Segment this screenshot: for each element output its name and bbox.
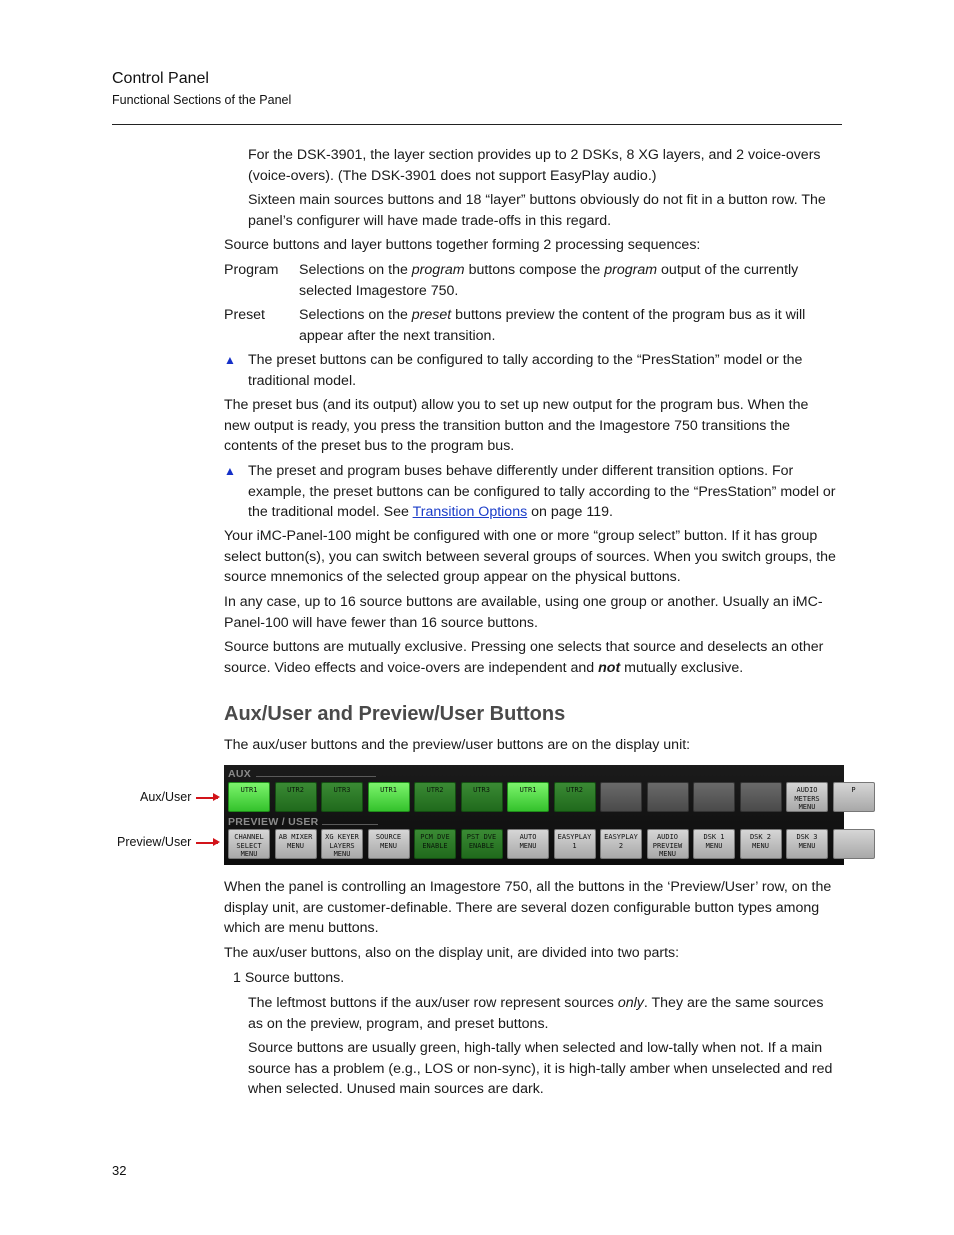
transition-options-link[interactable]: Transition Options (412, 504, 528, 520)
preview-user-button[interactable]: CHANNEL SELECT MENU (228, 829, 270, 859)
display-unit-panel (224, 765, 856, 865)
callout-preview-arrow (196, 842, 218, 844)
paragraph: Source buttons are usually green, high-tally when selected and low-tally when not. If a main source has a problem (e.g., LOS or non-sync), it is high-tally amber when unselected and red when selected. Unused main sources are dark. (248, 1040, 833, 1097)
callout-preview-user: Preview/User (117, 835, 192, 849)
aux-row-rule (256, 776, 376, 777)
aux-user-button[interactable]: UTR2 (554, 782, 596, 812)
note: The preset buttons can be configured to tally according to the “PresStation” model or the traditional model. (248, 352, 803, 389)
aux-user-button[interactable]: UTR3 (461, 782, 503, 812)
aux-user-button[interactable]: UTR1 (228, 782, 270, 812)
preview-user-button[interactable]: AUTO MENU (507, 829, 549, 859)
header-rule (112, 124, 842, 125)
callout-aux-arrow (196, 797, 218, 799)
aux-user-button[interactable]: P (833, 782, 875, 812)
preview-user-button[interactable]: XG KEYER LAYERS MENU (321, 829, 363, 859)
aux-user-button[interactable]: AUDIO METERS MENU (786, 782, 828, 812)
aux-user-button[interactable]: UTR3 (321, 782, 363, 812)
header-subtitle: Functional Sections of the Panel (112, 93, 292, 107)
note-triangle-icon: ▲ (224, 464, 236, 478)
section-title: Aux/User and Preview/User Buttons (224, 703, 566, 725)
aux-user-button[interactable] (600, 782, 642, 812)
definition-preset: Selections on the preset buttons preview the content of the program bus as it will appear after the next transition. (299, 307, 806, 344)
page-number: 32 (112, 1163, 127, 1178)
aux-user-button[interactable]: UTR1 (507, 782, 549, 812)
preview-user-button[interactable]: DSK 3 MENU (786, 829, 828, 859)
definition-term-program: Program (224, 262, 279, 278)
preview-user-button[interactable]: EASYPLAY 2 (600, 829, 642, 859)
preview-user-button[interactable]: DSK 2 MENU (740, 829, 782, 859)
definition-program: Selections on the program buttons compose the program output of the currently selected Imagestore 750. (299, 262, 799, 299)
paragraph: Sixteen main sources buttons and 18 “layer” buttons obviously do not fit in a button row. The panel’s configurer will have made trade-offs in this regard. (248, 192, 826, 229)
aux-user-button[interactable]: UTR2 (414, 782, 456, 812)
definition-term-preset: Preset (224, 307, 266, 323)
callout-aux-user: Aux/User (140, 790, 192, 804)
preview-user-button[interactable]: AUDIO PREVIEW MENU (647, 829, 689, 859)
preview-user-button[interactable] (833, 829, 875, 859)
note-triangle-icon: ▲ (224, 353, 236, 367)
preview-user-button[interactable]: PST DVE ENABLE (461, 829, 503, 859)
paragraph: The preset bus (and its output) allow you to set up new output for the program bus. When the new output is ready, you press the transition button and the Imagestore 750 transitions the contents of the preset bus to the program bus. (224, 397, 809, 454)
aux-user-button[interactable]: UTR1 (368, 782, 410, 812)
paragraph: Source buttons and layer buttons together forming 2 processing sequences: (224, 237, 701, 253)
preview-user-button[interactable]: EASYPLAY 1 (554, 829, 596, 859)
aux-user-button[interactable] (693, 782, 735, 812)
preview-row-label: PREVIEW / USER (228, 816, 319, 828)
paragraph: Your iMC-Panel-100 might be configured with one or more “group select” button. If it has group select button(s), you can switch between several groups of sources. When you switch groups, the source mnemonics of the selected group appear on the physical buttons. (224, 528, 836, 585)
preview-user-button[interactable]: DSK 1 MENU (693, 829, 735, 859)
preview-user-button[interactable]: SOURCE MENU (368, 829, 410, 859)
preview-user-button[interactable]: PCM DVE ENABLE (414, 829, 456, 859)
paragraph: In any case, up to 16 source buttons are available, using one group or another. Usually an iMC-Panel-100 will have fewer than 16 source buttons. (224, 594, 823, 631)
aux-user-button[interactable] (740, 782, 782, 812)
paragraph: The aux/user buttons and the preview/user buttons are on the display unit: (224, 737, 691, 753)
preview-user-button[interactable]: AB MIXER MENU (275, 829, 317, 859)
paragraph: Source buttons are mutually exclusive. Pressing one selects that source and deselects an other source. Video effects and voice-overs are independent and not mutually exclusive. (224, 639, 824, 676)
paragraph: The leftmost buttons if the aux/user row represent sources only. They are the same sources as on the preview, program, and preset buttons. (248, 995, 824, 1032)
paragraph: The aux/user buttons, also on the display unit, are divided into two parts: (224, 945, 680, 961)
note: The preset and program buses behave differently under different transition options. For example, the preset buttons can be configured to tally according to the “PresStation” model or the traditional model. See Transition Options on page 119. (248, 463, 836, 520)
aux-user-button[interactable] (647, 782, 689, 812)
list-item: 1 Source buttons. (233, 970, 345, 986)
paragraph: For the DSK-3901, the layer section provides up to 2 DSKs, 8 XG layers, and 2 voice-overs (voice-overs). (The DSK-3901 does not support EasyPlay audio.) (248, 147, 821, 184)
aux-row-label: AUX (228, 768, 252, 780)
aux-user-button[interactable]: UTR2 (275, 782, 317, 812)
preview-row-rule (322, 824, 378, 825)
paragraph: When the panel is controlling an Imagestore 750, all the buttons in the ‘Preview/User’ row, on the display unit, are customer-definable. There are several dozen configurable button types among which are menu buttons. (224, 879, 832, 936)
header-title: Control Panel (112, 70, 209, 87)
